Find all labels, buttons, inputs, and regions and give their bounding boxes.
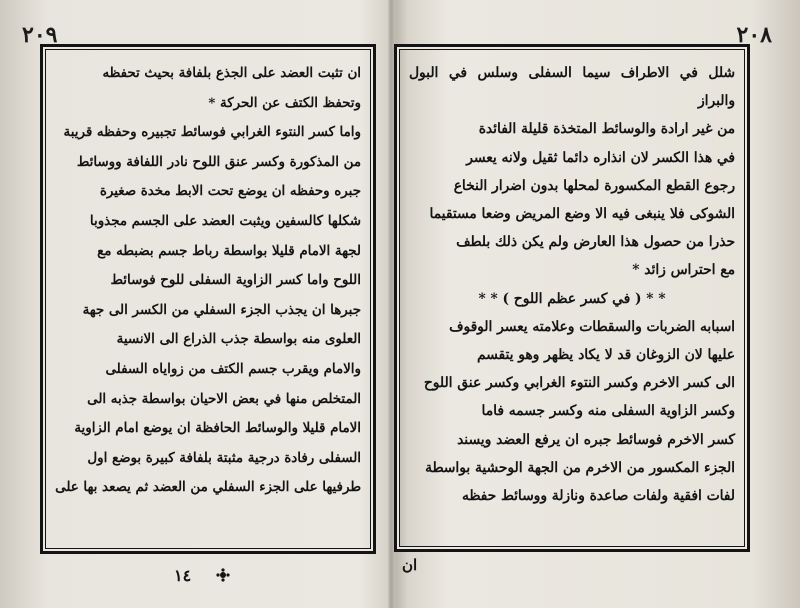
page-number: ٢٠٩ [22,22,58,48]
text-line: طرفيها على الجزء السفلي من العضد ثم يصعد بها على [55,479,361,496]
text-line: جبره وحفظه ان يوضع تحت الابط مخدة صغيرة [99,183,361,200]
text-line: لفات افقية ولفات صاعدة ونازلة ووسائط حفظه [461,488,735,505]
text-line: الشوكى فلا ينبغى فيه الا وضع المريض وضعا مستقيما [429,206,735,223]
text-line: الى كسر الاخرم وكسر النتوء الغرابي وكسر عنق اللوح [423,375,735,392]
page-number: ٢٠٨ [736,22,772,48]
catchword: ان [402,556,418,574]
text-line: لجهة الامام قليلا بواسطة رباط جسم بضبطه مع [97,242,361,259]
text-line: شلل في الاطراف سيما السفلى وسلس في البول والبراز [409,65,735,110]
text-line: كسر الاخرم فوسائط جبره ان يرفع العضد ويسند [457,431,735,448]
page-text [409,59,735,510]
page-text [55,59,361,503]
text-line: مع احتراس زائد * [632,262,735,279]
text-line: وكسر الزاوية السفلى منه وكسر جسمه فاما [481,403,735,420]
text-line: جبرها ان يجذب الجزء السفلي من الكسر الى جهة [82,301,361,318]
text-line: الامام قليلا والوسائط الحافظة ان يوضع امام الزاوية [74,420,361,437]
section-heading: * * ( في كسر عظم اللوح ) * * [478,290,666,307]
text-frame [40,44,376,554]
text-line: اللوح واما كسر الزاوية السفلى للوح فوسائط [110,272,361,289]
text-line: السفلى رفادة درجية مثبتة بلفافة كبيرة بوضع اول [87,449,361,466]
text-line: واما كسر النتوء الغرابي فوسائط تجبيره وحفظه قريبة [63,124,361,141]
right-page [394,0,800,608]
text-line: من غير ارادة والوسائط المتخذة قليلة الفائدة [478,121,735,138]
text-frame [394,44,750,552]
left-page [0,0,388,608]
text-line: حذرا من حصول هذا العارض ولم يكن ذلك بلطف [456,234,735,251]
text-line: عليها لان الزوغان قد لا يكاد يظهر وهو يتقسم [477,347,735,364]
text-line: والامام ويقرب جسم الكتف من زواياه السفلى [105,360,361,377]
text-line: من المذكورة وكسر عنق اللوح نادر اللفافة ووسائط [76,153,361,170]
text-line: العلوى منه بواسطة جذب الذراع الى الانسية [116,331,361,348]
text-line: وتحفظ الكتف عن الحركة * [208,94,361,111]
ornament-icon [216,568,230,582]
signature-mark: ١٤ [174,566,192,585]
text-line: في هذا الكسر لان انذاره دائما ثقيل ولانه يعسر [466,149,735,166]
text-line: المتخلص منها في بعض الاحيان بواسطة جذبه الى [87,390,361,407]
text-line: الجزء المكسور من الاخرم من الجهة الوحشية بواسطة [425,459,735,476]
text-line: رجوع القطع المكسورة لمحلها بدون اضرار النخاع [453,177,735,194]
text-line: اسبابه الضربات والسقطات وعلامته يعسر الوقوف [449,318,735,335]
text-line: ان تثبت العضد على الجذع بلفافة بحيث تحفظه [102,65,361,81]
text-line: شكلها كالسفين ويثبت العضد على الجسم مجذوبا [89,212,361,229]
